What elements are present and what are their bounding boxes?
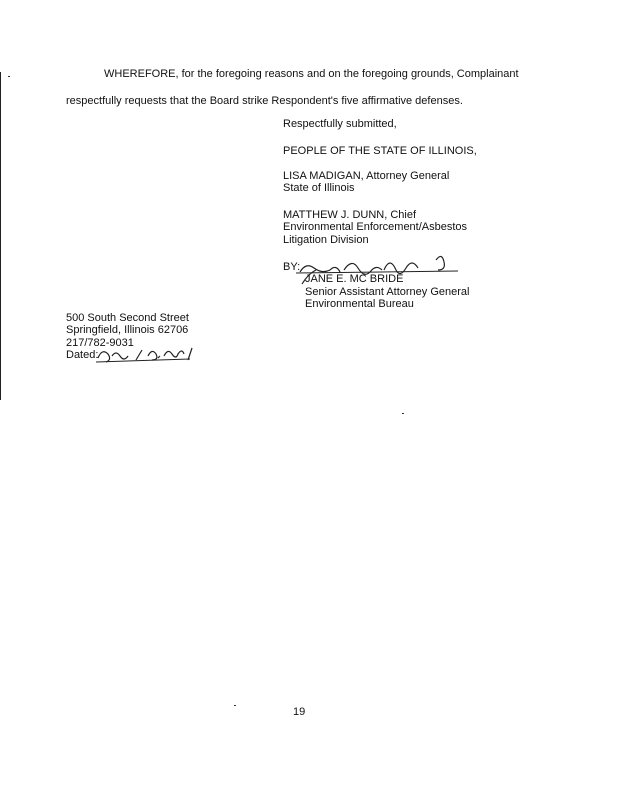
signer-title: Senior Assistant Attorney General bbox=[305, 286, 470, 298]
chief-name: MATTHEW J. DUNN, Chief bbox=[283, 209, 417, 221]
attorney-general-name: LISA MADIGAN, Attorney General bbox=[283, 170, 450, 182]
address-city: Springfield, Illinois 62706 bbox=[66, 324, 189, 336]
scan-speck bbox=[234, 705, 236, 706]
address-street: 500 South Second Street bbox=[66, 312, 189, 324]
address-phone: 217/782-9031 bbox=[66, 337, 134, 349]
body-line-2: respectfully requests that the Board strike Respondent's five affirmative defenses. bbox=[66, 95, 463, 107]
signer-name: JANE E. MC BRIDE bbox=[305, 273, 404, 285]
chief-division-line-2: Litigation Division bbox=[283, 234, 369, 246]
signer-bureau: Environmental Bureau bbox=[305, 298, 414, 310]
body-line-1: WHEREFORE, for the foregoing reasons and on the foregoing grounds, Complainant bbox=[104, 68, 519, 80]
closing: Respectfully submitted, bbox=[283, 118, 397, 130]
chief-division-line-1: Environmental Enforcement/Asbestos bbox=[283, 221, 468, 233]
party-name: PEOPLE OF THE STATE OF ILLINOIS, bbox=[283, 145, 477, 157]
handwritten-date bbox=[96, 344, 196, 366]
by-label: BY: bbox=[283, 261, 301, 273]
dated-label: Dated: bbox=[66, 349, 99, 361]
scan-edge-line bbox=[0, 72, 1, 400]
scan-speck bbox=[8, 76, 10, 77]
attorney-general-state: State of Illinois bbox=[283, 182, 355, 194]
page-number: 19 bbox=[293, 706, 306, 718]
scan-speck bbox=[402, 413, 404, 414]
